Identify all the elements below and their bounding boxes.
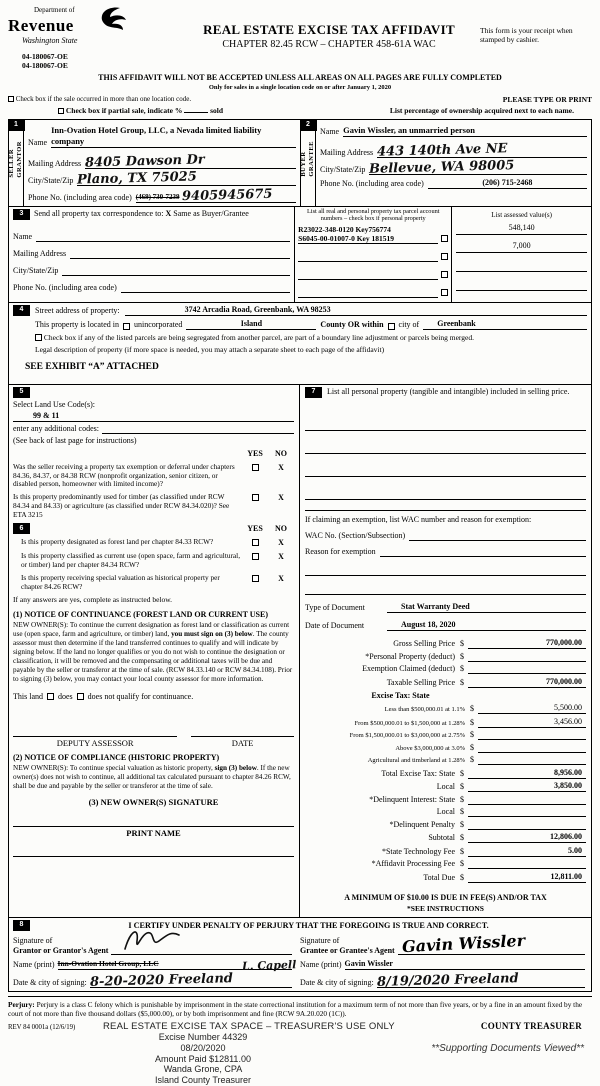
grantor-name-print-label: Name (print) [13, 959, 55, 969]
partial-sale-checkbox[interactable] [58, 108, 64, 114]
print-name-label: PRINT NAME [126, 828, 181, 839]
tax-table: Gross Selling Price $ 770,000.00 *Personal Property (deduct) $ Exemption Claimed (deduct) $ Taxable Selling Price $ 770,000.00 Excise Tax: State Less than $500,000.01 at 1.1% $ 5,500.00 From $500,000.01 to $1,500,000 at 1.28% $ 3,456.00 From $1,500,000.01 to $3,000,000 at 2.75% $ Above $3,000,000 at 3.0% $ Agricultural and timberland at 1.28% $ Total Excise Tax: State $ 8,956.00 Local $ 3,850.00 *Delinquent Interest: State $ Local $ *Delinquent Penalty $ Subtotal $ 12,806.00 *State Technology Fee $ 5.00 *Affidavit Processing Fee $ Total Due $ 12,811.00 [305, 636, 586, 883]
compliance-title: (2) NOTICE OF COMPLIANCE (HISTORIC PROPERTY) [13, 753, 220, 763]
assessed-value-2: 7,000 [456, 241, 587, 253]
see-instructions-note: *SEE INSTRUCTIONS [407, 903, 484, 913]
section-2-number: 2 [300, 120, 317, 131]
question-current-use [13, 552, 294, 570]
partial-sale-label: Check box if partial sale, indicate % [65, 106, 183, 116]
corr-mailing-label: Mailing Address [13, 248, 67, 258]
corr-city-label: City/State/Zip [13, 265, 59, 275]
section-3-number: 3 [13, 209, 30, 220]
multi-location-line [8, 95, 191, 104]
excise-tax-state-header: Excise Tax: State [371, 690, 430, 700]
partial-sale-line [58, 106, 223, 115]
total-excise-local-value: 3,850.00 [468, 781, 586, 792]
unincorporated-checkbox[interactable] [123, 323, 130, 330]
subtotal-value: 12,806.00 [468, 832, 586, 843]
additional-codes-field[interactable] [102, 425, 294, 434]
grantee-date-label: Date & city of signing: [300, 977, 374, 987]
logo-state-text: Washington State [22, 36, 78, 45]
please-type-label: PLEASE TYPE OR PRINT [502, 94, 592, 104]
q-exemption-no-mark: X [278, 462, 284, 472]
personal-property-line-4[interactable] [305, 489, 586, 500]
deputy-date-label: DATE [191, 736, 294, 749]
q-exemption-yes-checkbox[interactable] [252, 464, 259, 471]
delinquent-interest-state-field[interactable] [468, 795, 586, 805]
grantor-name-hand: L. Capell [241, 958, 297, 973]
section-8-number: 8 [13, 920, 30, 931]
form-id-1: 04-180067-OE [22, 52, 68, 61]
seller-name-label: Name [28, 137, 48, 147]
left-column [9, 385, 300, 917]
q-currentuse-text: Is this property classified as current use (open space, farm and agricultural, or timber) land per chapter 84.34 RCW? [21, 551, 241, 570]
corr-phone-field[interactable] [121, 283, 290, 293]
stamp-excise-number: Excise Number 44329 [158, 1031, 248, 1042]
exemption-claimed-field[interactable] [468, 664, 586, 674]
correspondence-label: Send all property tax correspondence to: [34, 208, 164, 218]
buyer-city-label: City/State/Zip [320, 164, 366, 174]
q-exemption-text: Was the seller receiving a property tax exemption or deferral under chapters 84.36, 84.37, or 84.38 RCW (nonprofit organization, senior citizen, or disabled person, homeowner with limited income)? [13, 461, 235, 489]
dor-logo [8, 6, 178, 71]
partial-sale-percent-field[interactable] [184, 112, 208, 113]
q-forest-no-mark: X [278, 538, 284, 548]
corr-name-label: Name [13, 231, 33, 241]
grantor-signature-field[interactable] [111, 945, 292, 955]
new-owner-signature-field[interactable] [13, 816, 294, 827]
additional-codes-label: enter any additional codes: [13, 423, 99, 433]
q-historical-text: Is this property receiving special valuation as historical property per chapter 84.26 RCW? [21, 572, 220, 591]
parcel-5-field[interactable] [298, 289, 438, 298]
question-forest-land [13, 538, 294, 548]
rate-4-field[interactable] [478, 743, 586, 753]
grantor-signing-block [13, 932, 300, 990]
multi-location-label: Check box if the sale occurred in more than one location code. [15, 94, 192, 103]
this-land-label: This land [13, 691, 43, 701]
supporting-documents-note: **Supporting Documents Viewed** [431, 1042, 584, 1054]
q-forest-text: Is this property designated as forest land per chapter 84.33 RCW? [21, 537, 214, 547]
buyer-mailing-label: Mailing Address [320, 147, 374, 157]
continuance-body: NEW OWNER(S): To continue the current designation as forest land or classification as current use (open space, farm and agriculture, or timber) land, you must sign on (3) below. The county assessor must then determine if the land transferred continues to qualify and will indicate by signing below. If the land no longer qualifies or you do not wish to continue the designation or classification, it will be removed and the compensating or additional taxes will be due and payable by the seller or transferor at the time of sale. (RCW 84.33.140 or RCW 84.34.108). Prior to signing (3) below, you may contact your local county assessor for more information. [13, 620, 293, 683]
exemption-heading: If claiming an exemption, list WAC number and reason for exemption: [305, 514, 532, 524]
section-1-number: 1 [8, 120, 25, 131]
buyer-name-value: Gavin Wissler, an unmarried person [343, 124, 475, 135]
date-of-document-label: Date of Document [305, 620, 365, 630]
logo-revenue-text: Revenue [8, 15, 74, 35]
parcel-5-personal-checkbox[interactable] [441, 289, 448, 296]
grantor-side-label: GRANTOR [15, 140, 23, 178]
perjury-note: Perjury: Perjury is a class C felony which is punishable by imprisonment in the state correctional institution for a maximum term of not more than five years, or by a fine in an amount fixed by the court of not more than five thousand dollars ($5,000.00), or by both imprisonment and fine (RCW 9A.20.020 (1C)). [8, 996, 592, 1018]
section-4-number: 4 [13, 305, 30, 316]
parcel-3-field[interactable] [298, 253, 438, 262]
stamp-amount-paid: Amount Paid $12811.00 [155, 1053, 251, 1064]
corr-name-field[interactable] [36, 232, 290, 242]
continuance-title: (1) NOTICE OF CONTINUANCE (FOREST LAND OR CURRENT USE) [13, 609, 268, 619]
multi-location-checkbox[interactable] [8, 96, 14, 102]
taxable-selling-price-value: 770,000.00 [468, 677, 586, 688]
exhibit-a-text: SEE EXHIBIT “A” ATTACHED [25, 362, 159, 373]
q-currentuse-yes-checkbox[interactable] [252, 553, 259, 560]
county-or-within-label: County OR within [320, 320, 384, 330]
q-historical-yes-checkbox[interactable] [252, 575, 259, 582]
seller-mailing-value: 8405 Dawson Dr [84, 152, 205, 171]
county-treasurer-label: COUNTY TREASURER [480, 1020, 582, 1031]
does-not-label: does not qualify for continuance. [87, 691, 194, 701]
assessed-header: List assessed value(s) [491, 210, 552, 219]
buyer-city-value: Bellevue, WA 98005 [369, 157, 515, 177]
yes-header-2: YES [247, 523, 263, 533]
if-any-yes-note: If any answers are yes, complete as instructed below. [13, 595, 173, 605]
grantee-date-value: 8/19/2020 Freeland [376, 970, 519, 990]
segregated-note: Check box if any of the listed parcels are being segregated from another parcel, are part of a boundary line adjustment or parcels being merged. [43, 333, 474, 343]
seller-phone-value: 9405945675 [181, 186, 273, 204]
q-timber-text: Is this property predominantly used for timber (as classified under RCW 84.34 and 84.33) or agriculture (as classified under RCW 84.34.020)? See ETA 3215 [13, 492, 230, 519]
form-subtitle: CHAPTER 82.45 RCW – CHAPTER 458-61A WAC [222, 39, 436, 51]
section-5-number: 5 [13, 387, 30, 398]
city-of-label: city of [398, 320, 420, 330]
assessed-value-4-field[interactable] [456, 279, 587, 291]
grantee-signing-block [300, 930, 587, 990]
section-8 [9, 917, 591, 990]
q-timber-no-mark: X [278, 493, 284, 503]
city-name-value: Greenbank [423, 319, 587, 330]
seller-phone-struck: (469) 730-7239 [135, 192, 180, 201]
reason-label: Reason for exemption [305, 546, 376, 556]
q-historical-no-mark: X [278, 573, 284, 583]
does-checkbox[interactable] [47, 693, 54, 700]
no-header-1: NO [275, 448, 287, 458]
grantee-signature-value: Gavin Wissler [401, 930, 526, 956]
treasurer-stamp [98, 1032, 308, 1086]
total-excise-state-value: 8,956.00 [468, 768, 586, 779]
gross-selling-price-value: 770,000.00 [468, 638, 586, 649]
see-back-note: (See back of last page for instructions) [13, 435, 137, 445]
stamp-treasurer-name: Wanda Grone, CPA [163, 1064, 243, 1075]
q-forest-yes-checkbox[interactable] [252, 539, 259, 546]
seller-city-label: City/State/Zip [28, 175, 74, 185]
section-6-number: 6 [13, 523, 30, 534]
form-id-2: 04-180067-OE [22, 61, 68, 71]
reason-field[interactable] [380, 548, 586, 557]
question-timber-agriculture [13, 493, 294, 519]
street-address-value: 3742 Arcadia Road, Greenbank, WA 98253 [125, 305, 587, 316]
grantor-date-label: Date & city of signing: [13, 977, 87, 987]
rate-3-field[interactable] [478, 730, 586, 740]
parcel-4-personal-checkbox[interactable] [441, 271, 448, 278]
grantee-name-value: Gavin Wissler [345, 959, 585, 970]
parcel-2: S6045-00-01007-0 Key 181519 [298, 234, 438, 244]
minimum-due-note: A MINIMUM OF $10.00 IS DUE IN FEE(S) AND/OR TAX [344, 892, 547, 902]
stamp-treasurer-title: Island County Treasurer [154, 1075, 252, 1086]
right-column [300, 385, 591, 917]
buyer-section [300, 120, 591, 206]
personal-property-line-3[interactable] [305, 466, 586, 477]
type-of-document-value: Stat Warranty Deed [387, 602, 586, 613]
compliance-body: NEW OWNER(S): To continue special valuation as historic property, sign (3) below. If the new owner(s) does not wish to continue, all additional tax calculated pursuant to chapter 84.26 RCW, shall be due and payable by the seller or transferor at the time of sale. [13, 764, 291, 791]
continuance-qualify-line [13, 692, 294, 702]
unincorporated-label: unincorporated [133, 320, 183, 330]
grantee-signature-label: Signature of Grantee or Grantee's Agent [300, 936, 395, 955]
print-name-field[interactable] [13, 846, 294, 857]
footer [8, 1020, 592, 1086]
question-historical [13, 574, 294, 592]
q-currentuse-no-mark: X [278, 552, 284, 562]
parcel-header: List all real and personal property tax parcel account numbers – check box if personal property [306, 207, 440, 222]
corr-city-field[interactable] [62, 266, 290, 276]
completion-warning: THIS AFFIDAVIT WILL NOT BE ACCEPTED UNLESS ALL AREAS ON ALL PAGES ARE FULLY COMPLETED [98, 72, 502, 82]
located-in-label: This property is located in [35, 320, 119, 330]
personal-property-heading: List all personal property (tangible and intangible) included in selling price. [327, 386, 570, 396]
assessed-value-3-field[interactable] [456, 260, 587, 272]
rate-2-value: 3,456.00 [478, 717, 586, 728]
parcel-1: R23022-348-0120 Key756774 [298, 224, 391, 234]
section-7-number: 7 [305, 387, 322, 398]
type-of-document-label: Type of Document [305, 602, 365, 612]
personal-property-line-2[interactable] [305, 443, 586, 454]
header [8, 6, 592, 71]
same-as-label: Same as Buyer/Grantee [173, 208, 249, 218]
land-use-label: Select Land Use Code(s): [13, 399, 95, 409]
parcel-3-personal-checkbox[interactable] [441, 253, 448, 260]
grantee-signature-field[interactable] [398, 930, 585, 956]
personal-property-deduct-field[interactable] [468, 652, 586, 662]
delinquent-penalty-field[interactable] [468, 820, 586, 830]
corr-mailing-field[interactable] [70, 249, 290, 259]
buyer-name-label: Name [320, 126, 340, 136]
legal-description-note: Legal description of property (if more space is needed, you may attach a separate sheet to each page of the affidavit) [35, 344, 385, 354]
seller-city-value: Plano, TX 75025 [77, 169, 198, 188]
corr-phone-label: Phone No. (including area code) [13, 282, 117, 292]
affidavit-processing-fee-field[interactable] [468, 859, 586, 869]
parcel-4-field[interactable] [298, 271, 438, 280]
date-of-document-value: August 18, 2020 [387, 620, 586, 631]
seller-side-label: SELLER [8, 148, 15, 178]
buyer-side-label: BUYER [300, 151, 307, 177]
grantor-date-value: 8-20-2020 Freeland [89, 970, 233, 990]
seller-phone-label: Phone No. (including area code) [28, 192, 132, 202]
assessed-value-1: 548,140 [456, 223, 587, 235]
rev-form-number: REV 84 0001a (12/6/19) [8, 1023, 76, 1031]
city-of-checkbox[interactable] [388, 323, 395, 330]
grantee-name-print-label: Name (print) [300, 959, 342, 969]
logo-dept-text: Department of [34, 6, 75, 14]
stamp-date: 08/20/2020 [180, 1042, 226, 1053]
section-4 [9, 302, 591, 384]
rate-1-value: 5,500.00 [478, 703, 586, 714]
certify-statement: I CERTIFY UNDER PENALTY OF PERJURY THAT THE FOREGOING IS TRUE AND CORRECT. [128, 920, 489, 930]
section-3 [9, 206, 591, 303]
deputy-assessor-label: DEPUTY ASSESSOR [13, 736, 177, 749]
seller-name-value: Inn-Ovation Hotel Group, LLC, a Nevada limited liability company [51, 124, 262, 146]
seller-section [9, 120, 300, 206]
grantor-signature-label: Signature of Grantor or Grantor's Agent [13, 936, 109, 955]
reason-line-2[interactable] [305, 565, 586, 576]
form-title: REAL ESTATE EXCISE TAX AFFIDAVIT [203, 22, 455, 37]
grantee-side-label: GRANTEE [307, 140, 315, 177]
seller-mailing-label: Mailing Address [28, 158, 82, 168]
exemption-block [305, 510, 586, 595]
same-as-x-mark: X [165, 208, 172, 218]
rate-5-field[interactable] [478, 755, 586, 765]
revenue-swirl-icon [96, 6, 130, 35]
reason-line-3[interactable] [305, 584, 586, 595]
total-due-value: 12,811.00 [468, 872, 586, 883]
buyer-mailing-value: 443 140th Ave NE [376, 140, 508, 160]
county-name-value: Island [186, 319, 316, 330]
does-label: does [58, 691, 73, 701]
personal-property-line-1[interactable] [305, 420, 586, 431]
segregated-checkbox[interactable] [35, 334, 42, 341]
street-address-label: Street address of property: [35, 306, 120, 316]
parties-row [9, 120, 591, 206]
wac-field[interactable] [409, 532, 586, 541]
buyer-phone-value: (206) 715-2468 [428, 178, 587, 189]
ownership-note: List percentage of ownership acquired next to each name. [389, 106, 574, 116]
land-use-value: 99 & 11 [13, 411, 294, 422]
only-sales-note: Only for sales in a single location code on or after January 1, 2020 [208, 83, 392, 91]
yes-header-1: YES [247, 448, 263, 458]
delinquent-interest-local-field[interactable] [468, 807, 586, 817]
q-timber-yes-checkbox[interactable] [252, 494, 259, 501]
no-header-2: NO [275, 523, 287, 533]
question-exemption-deferral [13, 463, 294, 489]
treasurer-space-title: REAL ESTATE EXCISE TAX SPACE – TREASURER'S USE ONLY [103, 1020, 395, 1032]
mid-columns [9, 384, 591, 917]
new-owner-signature-title: (3) NEW OWNER(S) SIGNATURE [88, 797, 219, 808]
partial-sale-sold-label: sold [210, 106, 224, 116]
wac-label: WAC No. (Section/Subsection) [305, 530, 406, 540]
receipt-note: This form is your receipt when stamped by cashier. [480, 26, 573, 45]
does-not-checkbox[interactable] [77, 693, 84, 700]
buyer-phone-label: Phone No. (including area code) [320, 178, 424, 188]
grantor-name-struck: Inn-Ovation Hotel Group, LLC [57, 958, 159, 968]
grantor-signature-scribble [121, 927, 211, 956]
state-technology-fee-value: 5.00 [468, 846, 586, 857]
parcel-2-personal-checkbox[interactable] [441, 235, 448, 242]
